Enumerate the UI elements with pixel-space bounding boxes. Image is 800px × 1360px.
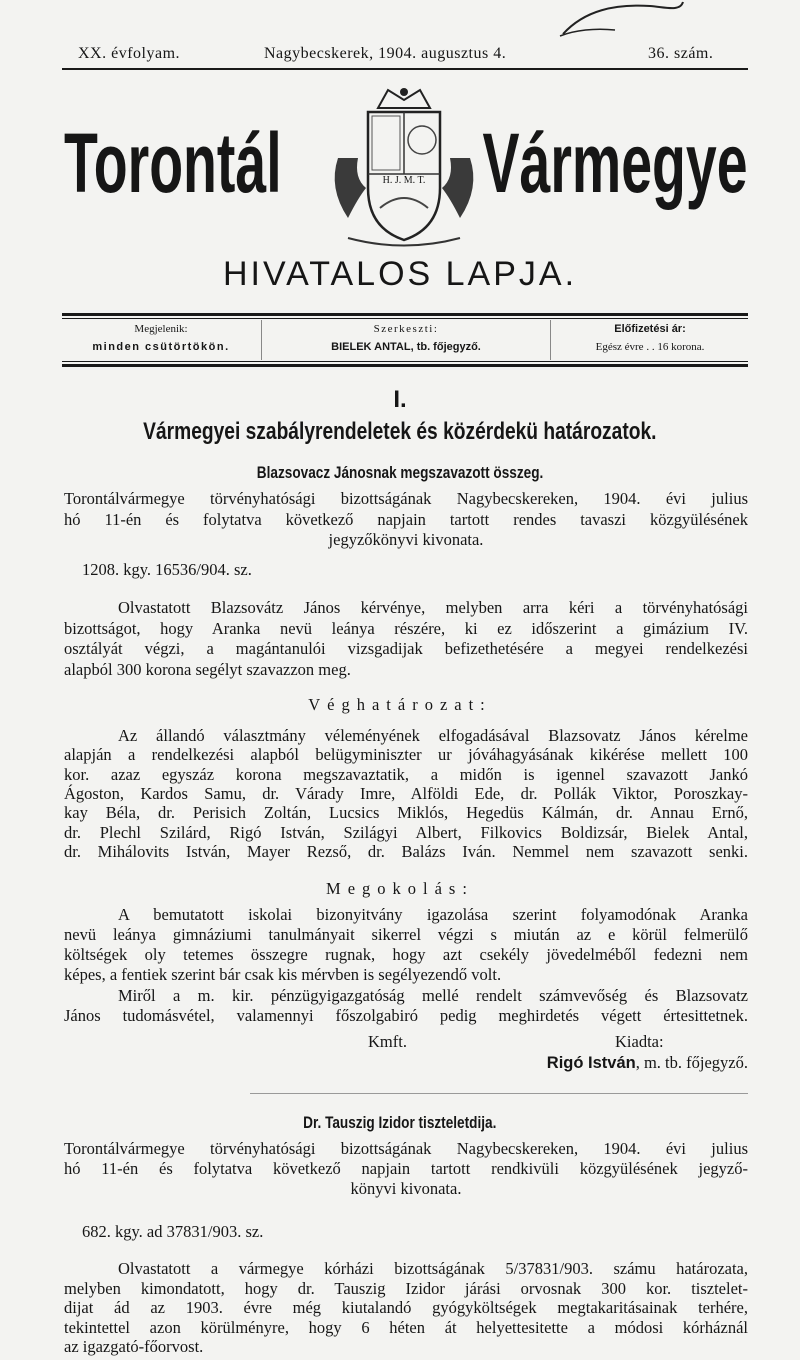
handwritten-mark [555, 0, 695, 40]
section-number: I. [393, 386, 407, 413]
text-line: dijat ád az 1903. évre még kiutalandó gyógyköltségek megtakaritásainak terhére, [64, 1298, 748, 1318]
text-line: Az állandó választmány véleményének elfogadásával Blazsovatz János kérelme [118, 726, 748, 745]
info-divider [550, 320, 551, 360]
info-appears [62, 320, 260, 356]
price-label: Előfizetési ár: [614, 323, 686, 335]
editor-value: BIELEK ANTAL, tb. főjegyző. [331, 341, 481, 353]
masthead-rule [62, 68, 748, 70]
text-line: nevü leánya gimnáziumi tanulmányait sikerrel végzi s miután az e körül felmerülő [64, 925, 748, 944]
text-line: Olvastatott a vármegye kórházi bizottságának 5/37831/903. számu határozata, [118, 1259, 748, 1278]
article2-reference: 682. kgy. ad 37831/903. sz. [82, 1222, 264, 1241]
crest-lettering: H. J. M. T. [370, 175, 438, 186]
text-line: költségek oly tetemes összegre rugnak, hogy azt csekély jövedelméből fedezni nem [64, 945, 748, 964]
signer-name: Rigó István [546, 1054, 636, 1072]
text-line: Miről a m. kir. pénzügyigazgatóság mellé rendelt számvevőség és Blazsovatz [118, 986, 748, 1005]
text-line: Ágoston, Kardos Samu, dr. Várady Imre, Alföldi Ede, dr. Pollák Viktor, Poroszkay- [64, 783, 748, 803]
text-line: képes, a fentiek szerint bár csak kis mérvben is segélyezendő volt. [64, 965, 502, 984]
price-value: Egész évre . . 16 korona. [595, 341, 705, 353]
text-line: kay Béla, dr. Perisich Zoltán, Lucsics Miklós, Hegedüs Kálmán, dr. Annau Ernő, [64, 803, 748, 823]
text-line: alapján a rendelkezési alapból belügyminiszter ur jóváhagyásának kikérése mellett 100 [64, 745, 748, 765]
text-line: jegyzőkönyvi kivonata. [328, 530, 484, 549]
issue-number: 36. szám. [648, 45, 714, 62]
text-line: hó 11-én és folytatva következő napjain tartott rendkivüli közgyülésének jegyző- [64, 1159, 748, 1178]
text-line: A bemutatott iskolai bizonyitvány igazolása szerint folyamodónak Aranka [118, 905, 748, 924]
article2-title: Dr. Tauszig Izidor tiszteletdija. [303, 1113, 497, 1132]
section-heading-wrap [0, 418, 800, 446]
text-line: az igazgató-főorvost. [64, 1337, 204, 1357]
text-line: melyben kimondatott, hogy dr. Tauszig Izidor járási orvosnak 300 kor. tisztelet- [64, 1278, 748, 1298]
article1-title-wrap [0, 463, 800, 483]
article1-reference: 1208. kgy. 16536/904. sz. [82, 560, 252, 579]
signer-title: , m. tb. főjegyző. [635, 1053, 748, 1072]
text-line: hó 11-én és folytatva következő napjain tartott rendes tavaszi közgyülésének [64, 509, 748, 529]
title-left: Torontál [64, 116, 282, 210]
text-line: bizottságot, hogy Aranka nevü leánya részére, ki ez időszerint a gimázium IV. [64, 618, 748, 638]
info-editor [262, 320, 550, 356]
info-bottom-rule [62, 364, 748, 367]
article1-title: Blazsovacz Jánosnak megszavazott összeg. [256, 463, 544, 482]
resolution-label: Véghatározat: [308, 695, 492, 714]
appears-label: Megjelenik: [134, 323, 188, 335]
reasoning-label: Megokolás: [326, 879, 474, 898]
signature-line [547, 1053, 748, 1073]
article2-title-wrap [0, 1113, 800, 1133]
text-line: kor. azaz egyszáz korona megszavaztatik, a midőn is igennel szavazott Jankó [64, 764, 748, 784]
issued-label: Kiadta: [615, 1032, 664, 1051]
editor-label: Szerkeszti: [373, 323, 439, 335]
text-line: dr. Plechl Szilárd, Rigó István, Szilágyi Albert, Filkovics Boldizsár, Bielek Antal, [64, 822, 748, 842]
article-divider [250, 1093, 748, 1094]
text-line: alapból 300 korona segélyt szavazzon meg. [64, 659, 351, 679]
text-line: János tudomásvétel, valamennyi főszolgabiró pedig meghirdetés végett értesittetnek. [64, 1006, 748, 1025]
info-top-rule-thin [62, 318, 748, 319]
text-line: Olvastatott Blazsovátz János kérvénye, melyben arra kéri a törvényhatósági [118, 598, 748, 617]
text-line: Torontálvármegye törvényhatósági bizottságának Nagybecskereken, 1904. évi julius [64, 489, 748, 508]
info-top-rule [62, 313, 748, 316]
place-date: Nagybecskerek, 1904. augusztus 4. [264, 45, 507, 62]
volume-number: XX. évfolyam. [78, 45, 181, 62]
text-line: könyvi kivonata. [350, 1179, 462, 1198]
kmft-mark: Kmft. [368, 1032, 407, 1051]
text-line: tekintettel azon körülményre, hogy 6 héten át helyettesitette a módosi kórháznál [64, 1317, 748, 1337]
publication-subtitle: HIVATALOS LAPJA. [222, 255, 578, 293]
text-line: dr. Mihálovits István, Mayer Rezső, dr. Balázs Iván. Nemmel nem szavazott senki. [64, 841, 748, 861]
info-bottom-rule-thin [62, 361, 748, 362]
text-line: Torontálvármegye törvényhatósági bizottságának Nagybecskereken, 1904. évi julius [64, 1139, 748, 1158]
info-price [552, 320, 748, 356]
coat-of-arms-logo [318, 78, 490, 250]
appears-value: minden csütörtökön. [92, 341, 230, 353]
text-line: osztályát végzi, a magántanulói vizsgadijak befizethetésére a megyei rendelkezési [64, 639, 748, 658]
section-heading: Vármegyei szabályrendeletek és közérdekü határozatok. [143, 418, 657, 445]
title-right: Vármegye [482, 116, 748, 210]
